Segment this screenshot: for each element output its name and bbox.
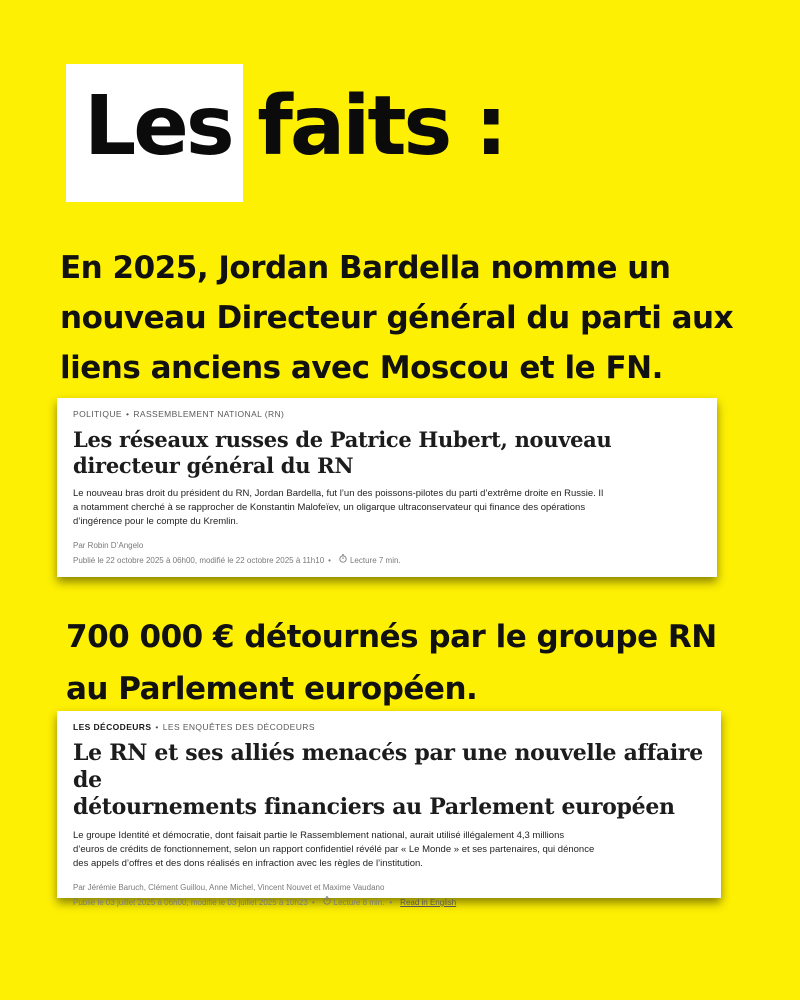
headline-line: Les réseaux russes de Patrice Hubert, nouveau [73,427,612,452]
summary-line: a notamment cherché à se rapprocher de Konstantin Malofeïev, un oligarque ultraconservateur qui finance des opérations [73,502,586,513]
article-2-meta [73,896,705,908]
title-block [66,64,626,204]
headline-line: détournements financiers au Parlement européen [73,794,675,820]
article-2-section[interactable]: LES DÉCODEURS [73,722,152,732]
article-1-summary [73,487,701,529]
fact-1-line-1: En 2025, Jordan Bardella nomme un [60,250,671,286]
article-1-headline[interactable] [73,427,701,479]
article-2-headline[interactable] [73,740,705,821]
fact-2-line-1: 700 000 € détournés par le groupe RN [66,619,717,655]
summary-line: d’euros de crédits de fonctionnement, selon un rapport confidentiel révélé par « Le Monde » et ses partenaires, qui dénonce [73,844,595,855]
kicker-separator: • [125,409,130,419]
article-2-kicker [73,721,705,733]
read-in-english-link[interactable]: Read in English [400,898,457,907]
fact-statement-1 [60,243,733,393]
meta-separator: • [311,898,315,907]
article-2-author: Par Jérémie Baruch, Clément Guillou, Anne Michel, Vincent Nouvet et Maxime Vaudano [73,883,385,892]
headline-line: Le RN et ses alliés menacés par une nouvelle affaire de [73,740,703,793]
article-1-meta [73,554,701,566]
meta-separator: • [389,898,393,907]
clock-icon [323,896,331,908]
article-1-published: Publié le 22 octobre 2025 à 06h00, modifié le 22 octobre 2025 à 11h10 [73,556,325,565]
summary-line: des appels d’offres et des dons réalisés en infraction avec les règles de l’institution. [73,858,423,869]
fact-1-line-2: nouveau Directeur général du parti aux [60,300,734,336]
article-1-author: Par Robin D’Angelo [73,541,144,550]
article-2-published: Publié le 03 juillet 2025 à 06h00, modifié le 03 juillet 2025 à 10h23 [73,898,308,907]
summary-line: d’ingérence pour le compte du Kremlin. [73,516,239,527]
summary-line: Le nouveau bras droit du président du RN, Jordan Bardella, fut l’un des poissons-pilotes du parti d’extrême droite en Russie. Il [73,488,604,499]
article-2-reading-time: Lecture 8 min. [333,898,385,907]
article-1-reading-time: Lecture 7 min. [349,556,401,565]
article-1-kicker [73,408,701,420]
fact-2-line-2: au Parlement européen. [66,671,478,707]
article-1-subsection[interactable]: RASSEMBLEMENT NATIONAL (RN) [133,409,285,419]
headline-line: directeur général du RN [73,453,354,478]
fact-1-line-3: liens anciens avec Moscou et le FN. [60,350,663,386]
meta-separator: • [328,556,331,565]
article-2-subsection[interactable]: LES ENQUÊTES DES DÉCODEURS [162,722,315,732]
fact-statement-2 [66,611,717,715]
article-2-summary [73,829,705,871]
kicker-separator: • [155,722,159,732]
article-card-1 [57,398,717,577]
summary-line: Le groupe Identité et démocratie, dont faisait partie le Rassemblement national, aurait utilisé illégalement 4,3 millions [73,830,565,841]
article-card-2 [57,711,721,907]
clock-icon [339,554,347,566]
article-1-section[interactable]: POLITIQUE [73,409,122,419]
page-title: Les faits : [84,79,505,174]
